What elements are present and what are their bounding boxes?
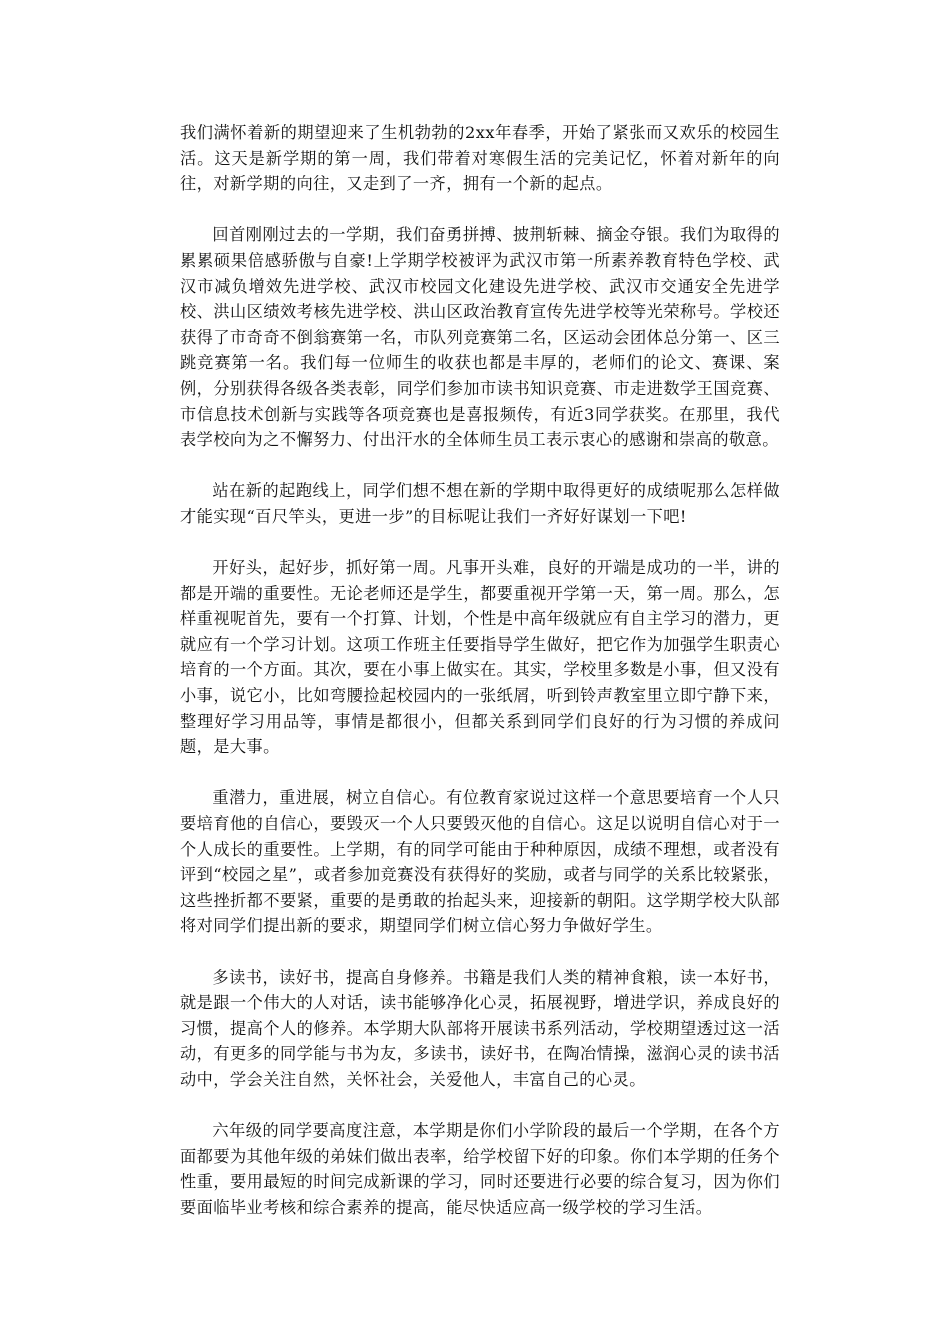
paragraph-new-start: 站在新的起跑线上，同学们想不想在新的学期中取得更好的成绩呢那么怎样做才能实现“百尺竿头，更进一步”的目标呢让我们一齐好好谋划一下吧! — [180, 481, 780, 526]
document-page — [180, 120, 780, 1246]
paragraph-good-start: 开好头，起好步，抓好第一周。凡事开头难，良好的开端是成功的一半，讲的都是开端的重要性。无论老师还是学生，都要重视开学第一天，第一周。那么，怎样重视呢首先，要有一个打算、计划，个性是中高年级就应有自主学习的潜力，更就应有一个学习计划。这项工作班主任要指导学生做好，把它作为加强学生职责心培育的一个方面。其次，要在小事上做实在。其实，学校里多数是小事，但又没有小事，说它小，比如弯腰捡起校园内的一张纸屑，听到铃声教室里立即宁静下来，整理好学习用品等，事情是都很小，但都关系到同学们良好的行为习惯的养成问题，是大事。 — [180, 558, 780, 757]
paragraph-confidence: 重潜力，重进展，树立自信心。有位教育家说过这样一个意思要培育一个人只要培育他的自信心，要毁灭一个人只要毁灭他的自信心。这足以说明自信心对于一个人成长的重要性。上学期，有的同学可能由于种种原因，成绩不理想，或者没有评到“校园之星”，或者参加竞赛没有获得好的奖励，或者与同学的关系比较紧张，这些挫折都不要紧，重要的是勇敢的抬起头来，迎接新的朝阳。这学期学校大队部将对同学们提出新的要求，期望同学们树立信心努力争做好学生。 — [180, 788, 780, 936]
paragraph-review: 回首刚刚过去的一学期，我们奋勇拼搏、披荆斩棘、摘金夺银。我们为取得的累累硕果倍感骄傲与自豪!上学期学校被评为武汉市第一所素养教育特色学校、武汉市减负增效先进学校、武汉市校园文化建设先进学校、武汉市交通安全先进学校、洪山区绩效考核先进学校、洪山区政治教育宣传先进学校等光荣称号。学校还获得了市奇奇不倒翁赛第一名，市队列竞赛第二名，区运动会团体总分第一、区三跳竞赛第一名。我们每一位师生的收获也都是丰厚的，老师们的论文、赛课、案例，分别获得各级各类表彰，同学们参加市读书知识竞赛、市走进数学王国竞赛、市信息技术创新与实践等各项竞赛也是喜报频传，有近3同学获奖。在那里，我代表学校向为之不懈努力、付出汗水的全体师生员工表示衷心的感谢和崇高的敬意。 — [180, 225, 780, 450]
paragraph-opening: 我们满怀着新的期望迎来了生机勃勃的2xx年春季，开始了紧张而又欢乐的校园生活。这天是新学期的第一周，我们带着对寒假生活的完美记忆，怀着对新年的向往，对新学期的向往，又走到了一齐，拥有一个新的起点。 — [180, 123, 780, 194]
paragraph-reading: 多读书，读好书，提高自身修养。书籍是我们人类的精神食粮，读一本好书，就是跟一个伟大的人对话，读书能够净化心灵，拓展视野，增进学识，养成良好的习惯，提高个人的修养。本学期大队部将开展读书系列活动，学校期望透过这一活动，有更多的同学能与书为友，多读书，读好书，在陶冶情操，滋润心灵的读书活动中，学会关注自然，关怀社会，关爱他人，丰富自己的心灵。 — [180, 967, 780, 1089]
paragraph-grade-six: 六年级的同学要高度注意，本学期是你们小学阶段的最后一个学期，在各个方面都要为其他年级的弟妹们做出表率，给学校留下好的印象。你们本学期的任务个性重，要用最短的时间完成新课的学习，同时还要进行必要的综合复习，因为你们要面临毕业考核和综合素养的提高，能尽快适应高一级学校的学习生活。 — [180, 1121, 780, 1217]
